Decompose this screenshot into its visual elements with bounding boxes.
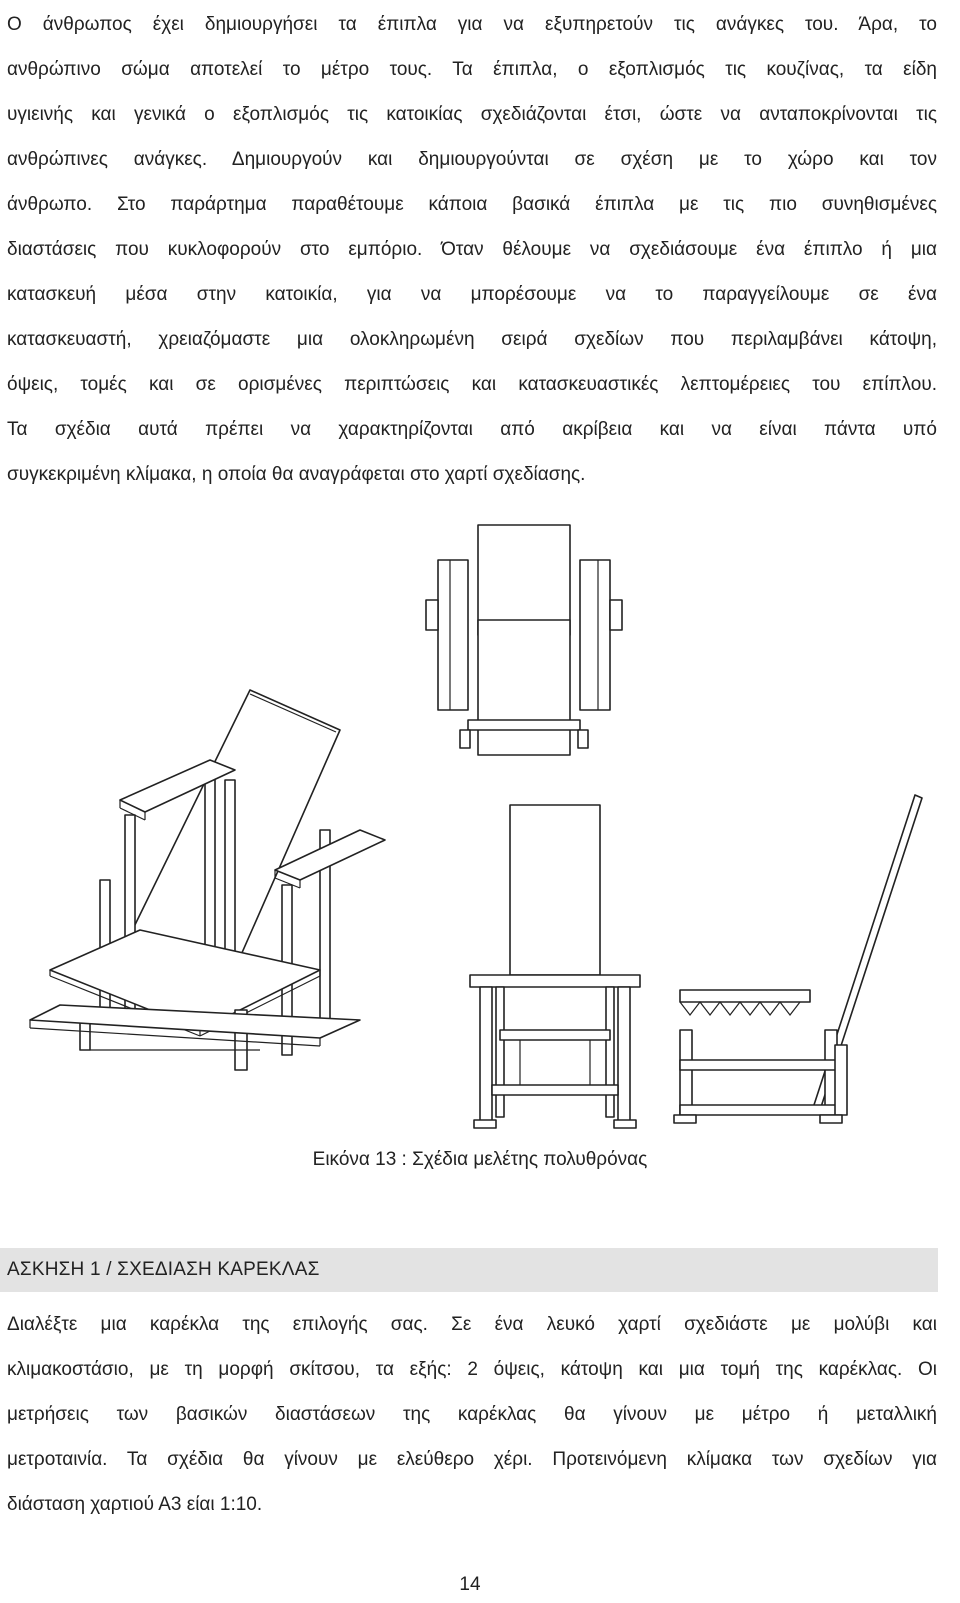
intro-line: ανθρώπινες ανάγκες. Δημιουργούν και δημιουργούνται σε σχέση με το χώρο και τον [7,149,937,170]
exercise-line: διάσταση χαρτιού Α3 είαι 1:10. [7,1494,263,1515]
exercise-title: ΑΣΚΗΣΗ 1 / ΣΧΕΔΙΑΣΗ ΚΑΡΕΚΛΑΣ [7,1259,320,1280]
intro-line: υγιεινής και γενικά ο εξοπλισμός τις κατοικίας σχεδιάζονται έτσι, ώστε να ανταποκρίνονται τις [7,104,937,125]
exercise-line: κλιμακοστάσιο, με τη μορφή σκίτσου, τα εξής: 2 όψεις, κάτοψη και μια τομή της καρέκλας. Οι [7,1359,937,1380]
isometric-view-drawing [20,680,400,1080]
exercise-header-bar [0,1248,938,1292]
figure-caption: Εικόνα 13 : Σχέδια μελέτης πολυθρόνας [312,1149,648,1170]
intro-line: διαστάσεις που κυκλοφορούν στο εμπόριο. Όταν θέλουμε να σχεδιάσουμε ένα έπιπλο ή μια [7,239,937,260]
exercise-line: μετρήσεις των βασικών διαστάσεων της καρέκλας θα γίνουν με μέτρο ή μεταλλική [7,1404,937,1425]
exercise-paragraph [7,1302,937,1527]
exercise-line: μετροταινία. Τα σχέδια θα γίνουν με ελεύθερο χέρι. Προτεινόμενη κλίμακα των σχεδίων για [7,1449,937,1470]
intro-line: όψεις, τομές και σε ορισμένες περιπτώσεις και κατασκευαστικές λεπτομέρειες του επίπλου. [7,374,937,395]
intro-paragraph [7,2,937,497]
intro-line: κατασκευαστή, χρειαζόμαστε μια ολοκληρωμένη σειρά σχεδίων που περιλαμβάνει κάτοψη, [7,329,937,350]
plan-view-drawing [420,520,640,760]
armchair-drawings-figure [0,520,960,1140]
intro-line: άνθρωπο. Στο παράρτημα παραθέτουμε κάποια βασικά έπιπλα με τις πιο συνηθισμένες [7,194,937,215]
page-number: 14 [459,1574,481,1595]
intro-line: Ο άνθρωπος έχει δημιουργήσει τα έπιπλα για να εξυπηρετούν τις ανάγκες του. Άρα, το [7,14,937,35]
intro-line: κατασκευή μέσα στην κατοικία, για να μπορέσουμε να το παραγγείλουμε σε ένα [7,284,937,305]
intro-line: ανθρώπινο σώμα αποτελεί το μέτρο τους. Τα έπιπλα, ο εξοπλισμός τις κουζίνας, τα είδη [7,59,937,80]
side-view-drawing [670,790,940,1140]
intro-line: συγκεκριμένη κλίμακα, η οποία θα αναγράφεται στο χαρτί σχεδίασης. [7,464,586,485]
exercise-line: Διαλέξτε μια καρέκλα της επιλογής σας. Σε ένα λευκό χαρτί σχεδιάστε με μολύβι και [7,1314,937,1335]
intro-line: Τα σχέδια αυτά πρέπει να χαρακτηρίζονται από ακρίβεια και να είναι πάντα υπό [7,419,937,440]
front-view-drawing [460,800,660,1140]
